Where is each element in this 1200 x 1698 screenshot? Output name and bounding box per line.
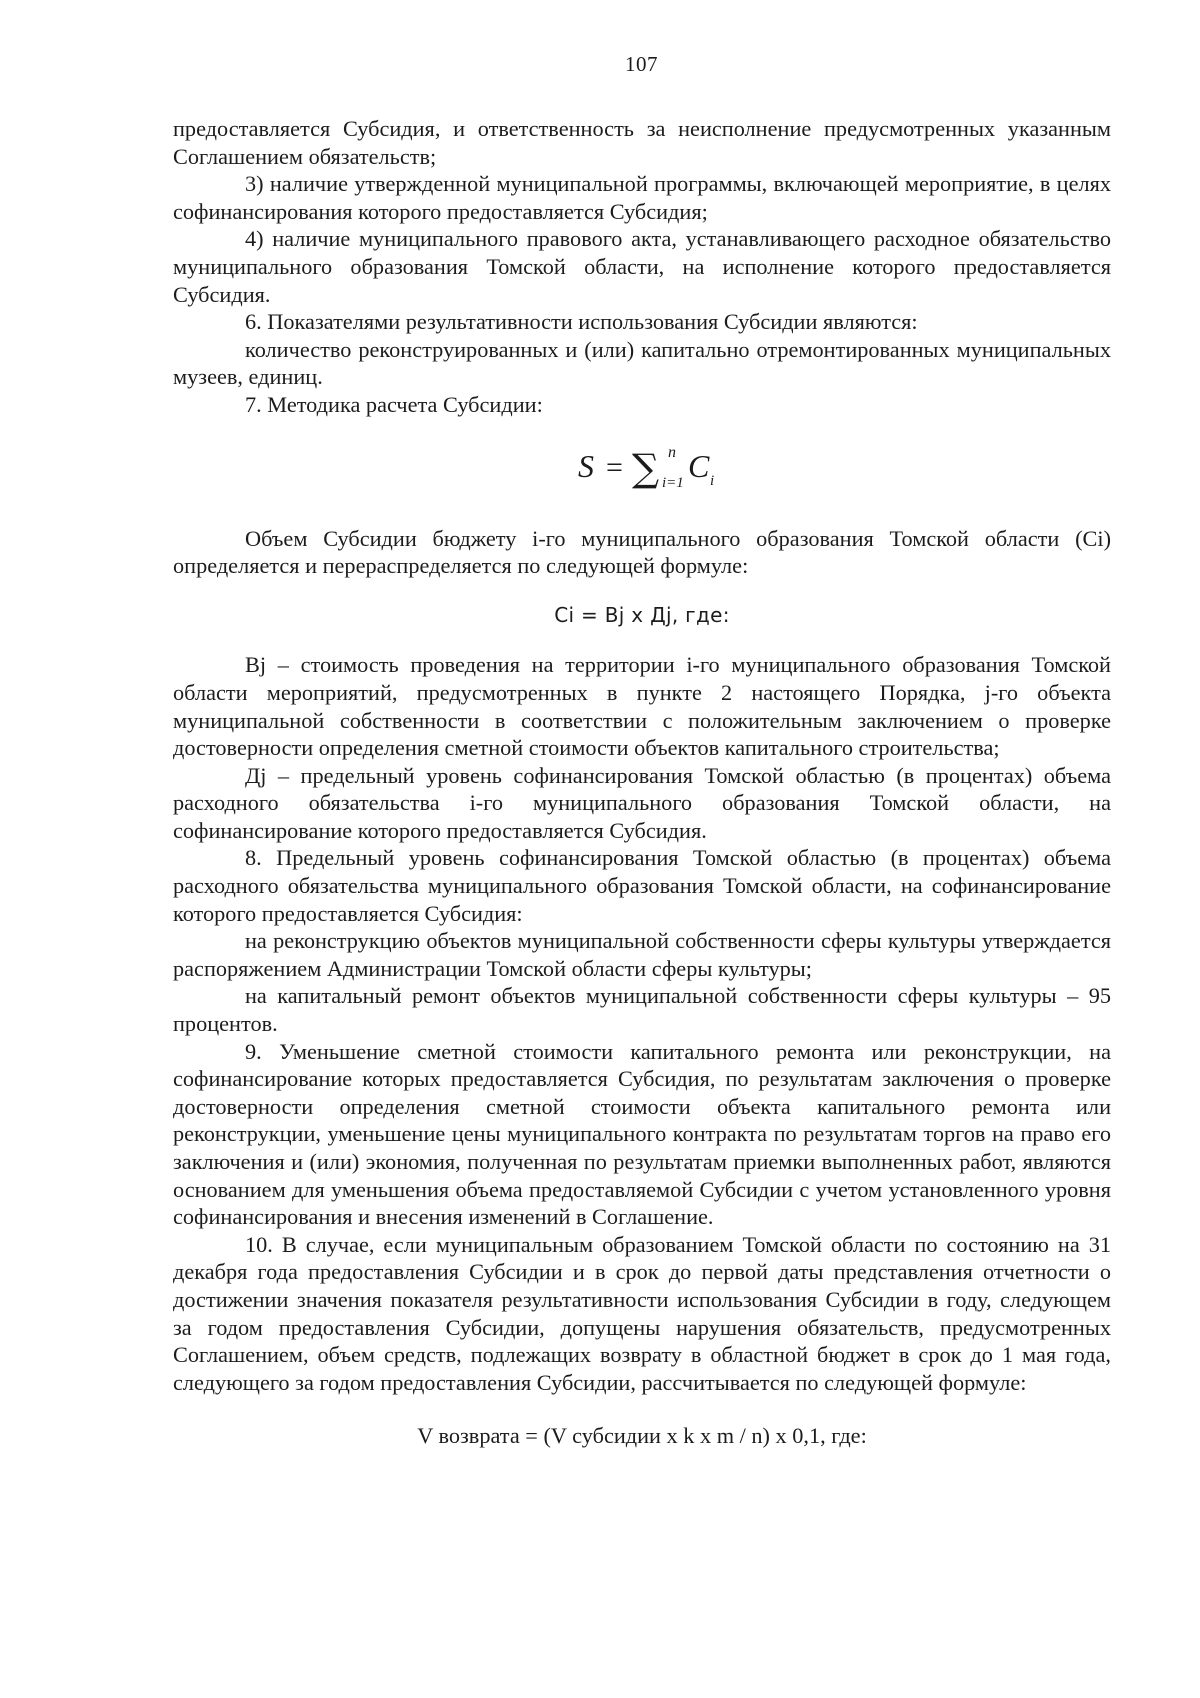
paragraph: 8. Предельный уровень софинансирования Томской областью (в процентах) объема расходного обязательства муниципального образования Томской области, на софинансирование которого предоставляется Субсидия: <box>173 845 1111 926</box>
sum-formula <box>173 431 1111 501</box>
paragraph: Дj – предельный уровень софинансирования Томской областью (в процентах) объема расходного обязательства i-го муниципального образования Томской области, на софинансирование которого предоставляется Субсидия. <box>173 762 1111 843</box>
page-number: 107 <box>625 52 658 76</box>
ci-formula: Ci = Bj х Дj, где: <box>554 602 730 627</box>
formula-equals: = <box>606 450 623 484</box>
paragraph: Bj – стоимость проведения на территории i-го муниципального образования Томской области мероприятий, предусмотренных в пункте 2 настоящего Порядка, j-го объекта муниципальной собственности в соответствии с положительным заключением о проверке достоверности определения сметной стоимости объектов капитального строительства; <box>173 652 1111 761</box>
paragraph: 9. Уменьшение сметной стоимости капитального ремонта или реконструкции, на софинансирование которых предоставляется Субсидия, по результатам заключения о проверке достоверности определения сметной стоимости объекта капитального ремонта или реконструкции, уменьшение цены муниципального контракта по результатам торгов на право его заключения и (или) экономия, полученная по результатам приемки выполненных работ, являются основанием для уменьшения объема предоставляемой Субсидии с учетом установленного уровня софинансирования и внесения изменений в Соглашение. <box>173 1038 1111 1230</box>
paragraph: количество реконструированных и (или) капитально отремонтированных муниципальных музеев, единиц. <box>173 336 1111 390</box>
document-body <box>173 115 1111 1450</box>
paragraph: 10. В случае, если муниципальным образованием Томской области по состоянию на 31 декабря года предоставления Субсидии и в срок до первой даты представления отчетности о достижении значения показателя результативности использования Субсидии в году, следующем за годом предоставления Субсидии, допущены нарушения обязательств, предусмотренных Соглашением, объем средств, подлежащих возврату в областной бюджет в срок до 1 мая года, следующего за годом предоставления Субсидии, рассчитывается по следующей формуле: <box>173 1231 1111 1395</box>
formula-lhs: S <box>578 447 594 484</box>
sum-lower-limit: i=1 <box>662 474 684 491</box>
return-formula: V возврата = (V субсидии х k х m / n) х 0,1, где: <box>417 1423 867 1449</box>
formula-term-subscript: i <box>710 472 715 489</box>
paragraph: Объем Субсидии бюджету i-го муниципального образования Томской области (Ci) определяется и перераспределяется по следующей формуле: <box>173 525 1111 579</box>
sum-upper-limit: n <box>668 443 676 461</box>
paragraph: 6. Показателями результативности использования Субсидии являются: <box>245 309 918 335</box>
sum-formula-graphic <box>576 431 726 501</box>
paragraph: на капитальный ремонт объектов муниципальной собственности сферы культуры – 95 процентов. <box>173 983 1111 1037</box>
paragraph: 7. Методика расчета Субсидии: <box>245 391 543 417</box>
sigma-symbol: ∑ <box>632 445 660 490</box>
paragraph: на реконструкцию объектов муниципальной собственности сферы культуры утверждается распоряжением Администрации Томской области сферы культуры; <box>173 928 1111 981</box>
paragraph: предоставляется Субсидия, и ответственность за неисполнение предусмотренных указанным Соглашением обязательств; <box>173 116 1111 169</box>
paragraph: 4) наличие муниципального правового акта, устанавливающего расходное обязательство муниципального образования Томской области, на исполнение которого предоставляется Субсидия. <box>173 226 1111 307</box>
paragraph: 3) наличие утвержденной муниципальной программы, включающей мероприятие, в целях софинансирования которого предоставляется Субсидия; <box>173 171 1111 224</box>
formula-term: C <box>688 447 710 484</box>
